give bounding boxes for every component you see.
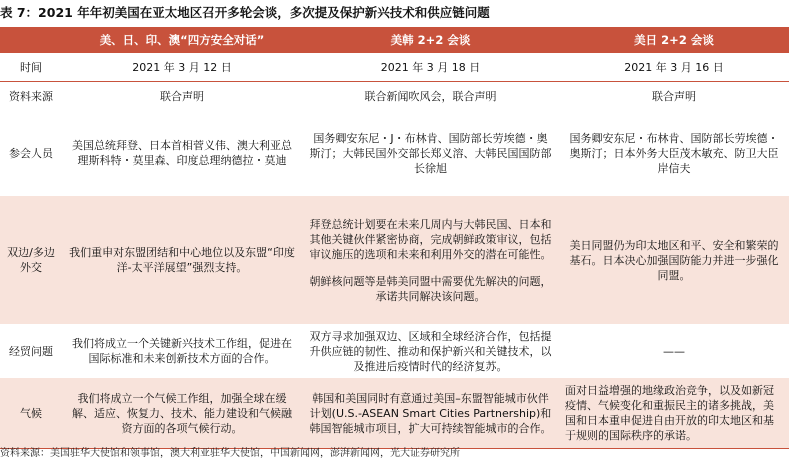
cell-time-us-korea: 2021 年 3 月 18 日 [302,53,559,82]
cell-climate-us-korea: 韩国和美国同时有意通过美国–东盟智能城市伙伴计划(U.S.-ASEAN Smart Cities Partnership)和韩国智能城市项目，扩大可持续智能城市的合作。 [302,378,559,449]
cell-source-us-japan: 联合声明 [652,89,696,103]
header-row [0,27,789,53]
header-us-korea: 美韩 2+2 会谈 [302,27,559,53]
header-us-japan: 美日 2+2 会谈 [559,27,789,53]
cell-trade-us-korea: 双方寻求加强双边、区域和全球经济合作，包括提升供应链的韧性、推动和保护新兴和关键技术，以及推进后疫情时代的经济复苏。 [309,329,552,373]
cell-people-us-japan: 国务卿安东尼・布林肯、国防部长劳埃德・奥斯汀；日本外务大臣茂木敏充、防卫大臣岸信夫 [569,131,779,175]
cell-climate-us-japan: 面对日益增强的地缘政治竞争，以及如新冠疫情、气候变化和重振民主的诸多挑战，美国和日本重申促进自由开放的印太地区和基于规则的国际秩序的承诺。 [559,378,789,449]
cell-source-us-korea: 联合新闻吹风会，联合声明 [364,89,497,103]
cell-climate-quad: 我们将成立一个气候工作组，加强全球在缓解、适应、恢复力、技术、能力建设和气候融资方面的各项气候行动。 [62,378,302,449]
row-label-people: 参会人员 [9,146,53,160]
table-row [0,110,789,196]
table-row [0,324,789,378]
cell-people-quad: 美国总统拜登、日本首相菅义伟、澳大利亚总理斯科特・莫里森、印度总理纳德拉・莫迪 [72,139,292,167]
row-label-time: 时间 [0,53,62,82]
bilateral-us-korea-para-1: 拜登总统计划要在未来几周内与大韩民国、日本和其他关键伙伴紧密协商，完成朝鲜政策审议，包括审议施压的选项和未来和利用外交的潜在可能性。 [309,217,552,261]
cell-trade-quad: 我们将成立一个关键新兴技术工作组，促进在国际标准和未来创新技术方面的合作。 [72,337,292,365]
header-quad: 美、日、印、澳“四方安全对话” [62,27,302,53]
cell-bilateral-us-korea [302,196,559,324]
cell-time-us-japan: 2021 年 3 月 16 日 [559,53,789,82]
source-footnote: 资料来源：美国驻华大使馆和领事馆，澳大利亚驻华大使馆，中国新闻网，澎湃新闻网，光大证券研究所 [0,448,460,459]
table-row [0,82,789,111]
row-label-bilateral: 双边/多边外交 [0,196,62,324]
table-row [0,196,789,324]
cell-source-quad: 联合声明 [160,89,204,103]
header-blank [0,27,62,53]
row-label-trade: 经贸问题 [9,344,53,358]
cell-time-quad: 2021 年 3 月 12 日 [62,53,302,82]
row-label-source: 资料来源 [9,89,53,103]
row-label-climate: 气候 [0,378,62,449]
comparison-table [0,27,789,449]
cell-bilateral-quad: 我们重申对东盟团结和中心地位以及东盟“印度洋-太平洋展望”强烈支持。 [62,196,302,324]
paragraph-gap [308,262,553,274]
cell-bilateral-us-japan: 美日同盟仍为印太地区和平、安全和繁荣的基石。日本决心加强国防能力并进一步强化同盟。 [559,196,789,324]
table-row [0,378,789,449]
cell-people-us-korea: 国务卿安东尼・J・布林肯、国防部长劳埃德・奥斯汀；大韩民国外交部长郑义溶、大韩民国国防部长徐旭 [309,131,552,175]
table-title: 表 7：2021 年年初美国在亚太地区召开多轮会谈，多次提及保护新兴技术和供应链问题 [0,5,490,20]
bilateral-us-korea-para-2: 朝鲜核问题等是韩美同盟中需要优先解决的问题，承诺共同解决该问题。 [309,274,552,303]
table-row [0,53,789,82]
cell-trade-us-japan: —— [663,344,685,358]
